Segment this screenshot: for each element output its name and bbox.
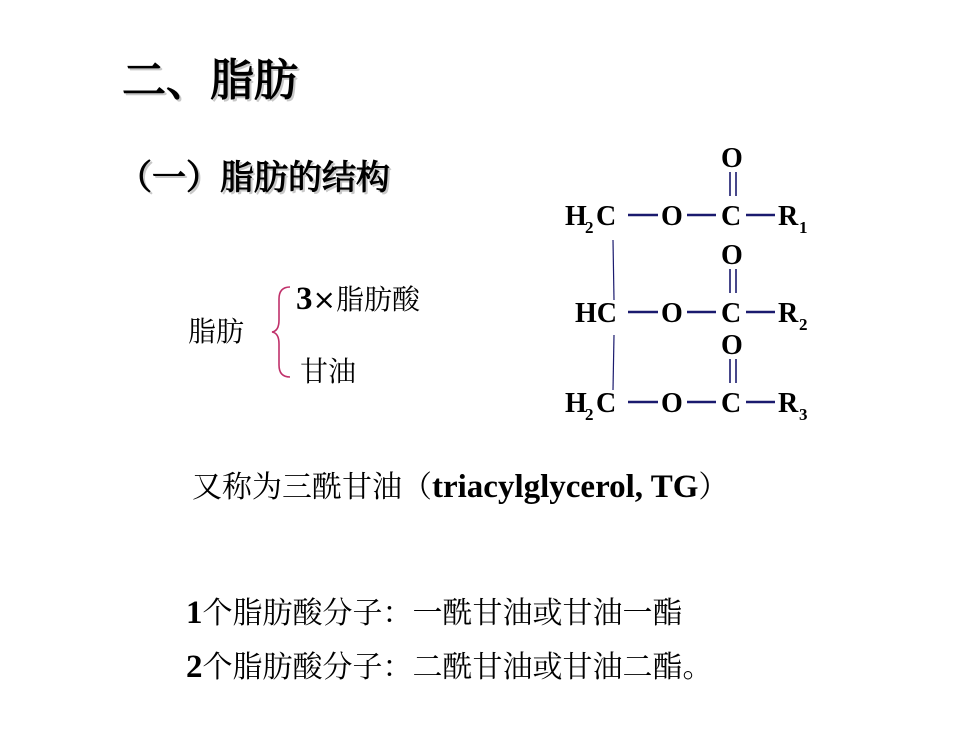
- backbone-bond: [613, 335, 614, 390]
- definition-diacyl: [186, 642, 713, 686]
- glycerol-carbon-label: H: [565, 388, 587, 419]
- alias-suffix: ）: [698, 470, 729, 505]
- carbonyl-oxygen: O: [721, 143, 743, 174]
- alias-english: triacylglycerol, TG: [432, 469, 699, 505]
- glycerol-carbon-label: C: [596, 388, 617, 419]
- definition-count: 2: [186, 649, 203, 685]
- ester-oxygen: O: [661, 201, 683, 232]
- ester-oxygen: O: [661, 298, 683, 329]
- glycerol-carbon-subscript: 2: [585, 218, 594, 237]
- definition-monoacyl: [186, 588, 683, 632]
- bond-lines: [613, 172, 775, 402]
- r-group: R: [778, 388, 799, 419]
- r-group-subscript: 1: [799, 218, 808, 237]
- acyl-carbon: C: [721, 388, 742, 419]
- composition-item-glycerol: 甘油: [300, 355, 357, 388]
- alias-note: [192, 462, 728, 506]
- acyl-carbon: C: [721, 201, 742, 232]
- composition-label: 脂肪: [188, 315, 245, 348]
- glycerol-carbon-label: C: [596, 201, 617, 232]
- glycerol-carbon-label: HC: [575, 298, 617, 329]
- carbonyl-oxygen: O: [721, 330, 743, 361]
- section-subtitle: （一）脂肪的结构: [118, 158, 390, 198]
- fatty-acid-count: 3: [296, 281, 313, 317]
- definition-count: 1: [186, 595, 203, 631]
- r-group: R: [778, 298, 799, 329]
- r-group-subscript: 2: [799, 315, 808, 334]
- glycerol-carbon-subscript: 2: [585, 405, 594, 424]
- fatty-acid-text: ×脂肪酸: [312, 283, 420, 316]
- composition-brace: [270, 284, 294, 380]
- acyl-carbon: C: [721, 298, 742, 329]
- ester-oxygen: O: [661, 388, 683, 419]
- r-group-subscript: 3: [799, 405, 808, 424]
- triglyceride-structure: [550, 140, 830, 430]
- backbone-bond: [613, 240, 614, 300]
- alias-prefix: 又称为三酰甘油（: [192, 470, 432, 505]
- carbonyl-oxygen: O: [721, 240, 743, 271]
- page-title: 二、脂肪: [122, 55, 298, 106]
- r-group: R: [778, 201, 799, 232]
- definition-text: 个脂肪酸分子：二酰甘油或甘油二酯。: [202, 650, 713, 685]
- definition-text: 个脂肪酸分子：一酰甘油或甘油一酯: [202, 596, 683, 631]
- composition-item-fatty-acid: [296, 278, 420, 318]
- glycerol-carbon-label: H: [565, 201, 587, 232]
